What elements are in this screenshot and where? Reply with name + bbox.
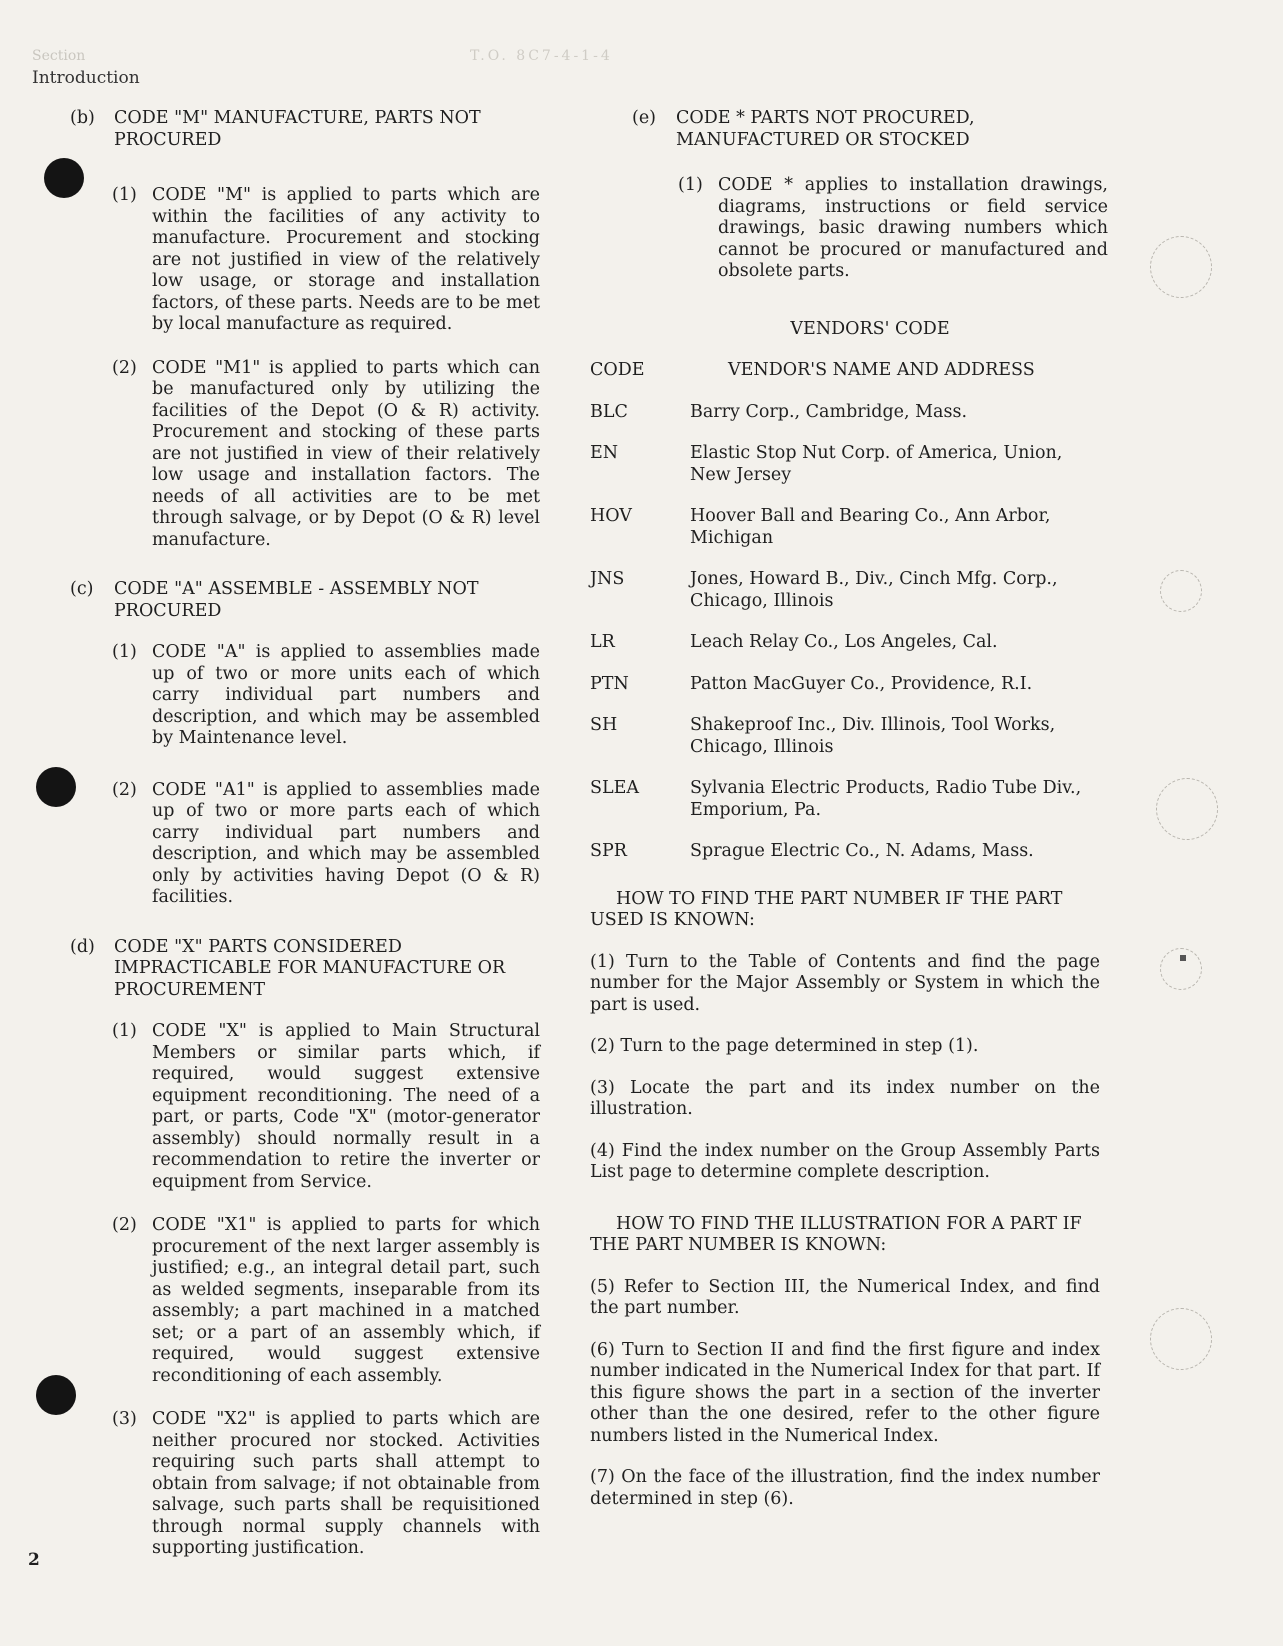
list-item: (1) CODE "A" is applied to assemblies made up of two or more units each of which carry individual part numbers and description, and which may be assembled by Maintenance level. bbox=[112, 642, 540, 748]
find-part-number-heading: HOW TO FIND THE PART NUMBER IF THE PART USED IS KNOWN: bbox=[590, 888, 1063, 930]
speck-mark-icon bbox=[1180, 955, 1186, 961]
heading-c: (c) CODE "A" ASSEMBLE - ASSEMBLY NOT PROCURED bbox=[70, 579, 479, 621]
page-number: 2 bbox=[28, 1550, 40, 1570]
vendors-table-header: CODE VENDOR'S NAME AND ADDRESS bbox=[590, 360, 1035, 380]
header-section-title: Introduction bbox=[32, 68, 140, 88]
binder-ring-mark-icon bbox=[1150, 1308, 1212, 1370]
vendors-code-title: VENDORS' CODE bbox=[790, 318, 950, 339]
binder-ring-mark-icon bbox=[1156, 778, 1218, 840]
table-row: HOV Hoover Ball and Bearing Co., Ann Arbor, Michigan bbox=[590, 506, 1051, 548]
table-row: SPR Sprague Electric Co., N. Adams, Mass. bbox=[590, 841, 1034, 861]
list-item: (2) CODE "A1" is applied to assemblies made up of two or more parts each of which carry individual part numbers and description, and which may be assembled only by activities having Depot (O & R) facilities. bbox=[112, 779, 540, 907]
list-item: (1) CODE "X" is applied to Main Structural Members or similar parts which, if required, would suggest extensive equipment reconditioning. The need of a part, or parts, Code "X" (motor-generator assembly) should normally result in a recommendation to retire the inverter or equipment from Service. bbox=[112, 1021, 540, 1192]
list-item: (2) CODE "X1" is applied to parts for which procurement of the next larger assembly is justified; e.g., an integral detail part, such as welded segments, inseparable from its assembly; a part machined in a matched set; or a part of an assembly which, if required, would suggest extensive reconditioning of each assembly. bbox=[112, 1215, 540, 1386]
heading-d: (d) CODE "X" PARTS CONSIDERED IMPRACTICABLE FOR MANUFACTURE OR PROCUREMENT bbox=[70, 936, 506, 1000]
step-paragraph: (5) Refer to Section III, the Numerical Index, and find the part number. bbox=[590, 1276, 1100, 1318]
list-item: (1) CODE * applies to installation drawings, diagrams, instructions or field service drawings, basic drawing numbers which cannot be procured or manufactured and obsolete parts. bbox=[678, 175, 1108, 281]
right-column bbox=[590, 108, 1108, 1530]
table-row: PTN Patton MacGuyer Co., Providence, R.I. bbox=[590, 673, 1033, 694]
header-to-number-faint: T.O. 8C7-4-1-4 bbox=[470, 48, 613, 64]
heading-b bbox=[70, 108, 540, 151]
table-row: BLC Barry Corp., Cambridge, Mass. bbox=[590, 401, 968, 422]
find-illustration-heading: HOW TO FIND THE ILLUSTRATION FOR A PART IF THE PART NUMBER IS KNOWN: bbox=[590, 1213, 1082, 1255]
step-paragraph: (3) Locate the part and its index number on the illustration. bbox=[590, 1077, 1100, 1119]
vendors-table bbox=[590, 360, 1100, 863]
step-paragraph: (6) Turn to Section II and find the first figure and index number indicated in the Numerical Index for that part. If this figure shows the part in a section of the inverter other than the one desired, refer to the other figure numbers listed in the Numerical Index. bbox=[590, 1339, 1100, 1446]
left-column bbox=[70, 108, 540, 1582]
step-paragraph: (4) Find the index number on the Group Assembly Parts List page to determine complete description. bbox=[590, 1140, 1100, 1182]
table-row: JNS Jones, Howard B., Div., Cinch Mfg. Corp., Chicago, Illinois bbox=[590, 569, 1058, 611]
binder-ring-mark-icon bbox=[1150, 236, 1212, 298]
step-paragraph: (7) On the face of the illustration, find the index number determined in step (6). bbox=[590, 1467, 1100, 1509]
heading-label: (b) bbox=[70, 108, 95, 128]
list-item: (1) CODE "M" is applied to parts which are within the facilities of any activity to manufacture. Procurement and stocking are not justified in view of the relatively low usage, or storage and installation factors, of these parts. Needs are to be met by local manufacture as required. bbox=[112, 185, 540, 334]
table-row: SLEA Sylvania Electric Products, Radio Tube Div., Emporium, Pa. bbox=[590, 778, 1082, 820]
table-row: EN Elastic Stop Nut Corp. of America, Union, New Jersey bbox=[590, 443, 1063, 485]
list-item: (3) CODE "X2" is applied to parts which are neither procured nor stocked. Activities requiring such parts shall attempt to obtain from salvage; if not obtainable from salvage, such parts shall be requisitioned through normal supply channels with supporting justification. bbox=[112, 1409, 540, 1558]
table-row: LR Leach Relay Co., Los Angeles, Cal. bbox=[590, 632, 998, 652]
heading-e: (e) CODE * PARTS NOT PROCURED, MANUFACTURED OR STOCKED bbox=[632, 108, 975, 150]
header-section-faint: Section bbox=[32, 48, 86, 64]
heading-text: CODE "M" MANUFACTURE, PARTS NOT PROCURED bbox=[114, 108, 481, 150]
table-row: SH Shakeproof Inc., Div. Illinois, Tool Works, Chicago, Illinois bbox=[590, 715, 1056, 757]
step-paragraph: (1) Turn to the Table of Contents and find the page number for the Major Assembly or System in which the part is used. bbox=[590, 951, 1100, 1015]
step-paragraph: (2) Turn to the page determined in step (1). bbox=[590, 1036, 979, 1056]
binder-ring-mark-icon bbox=[1160, 570, 1202, 612]
list-item: (2) CODE "M1" is applied to parts which can be manufactured only by utilizing the facilities of the Depot (O & R) activity. Procurement and stocking of these parts are not justified in view of their relatively low usage and installation factors. The needs of all activities are to be met through salvage, or by Depot (O & R) level manufacture. bbox=[112, 357, 540, 550]
